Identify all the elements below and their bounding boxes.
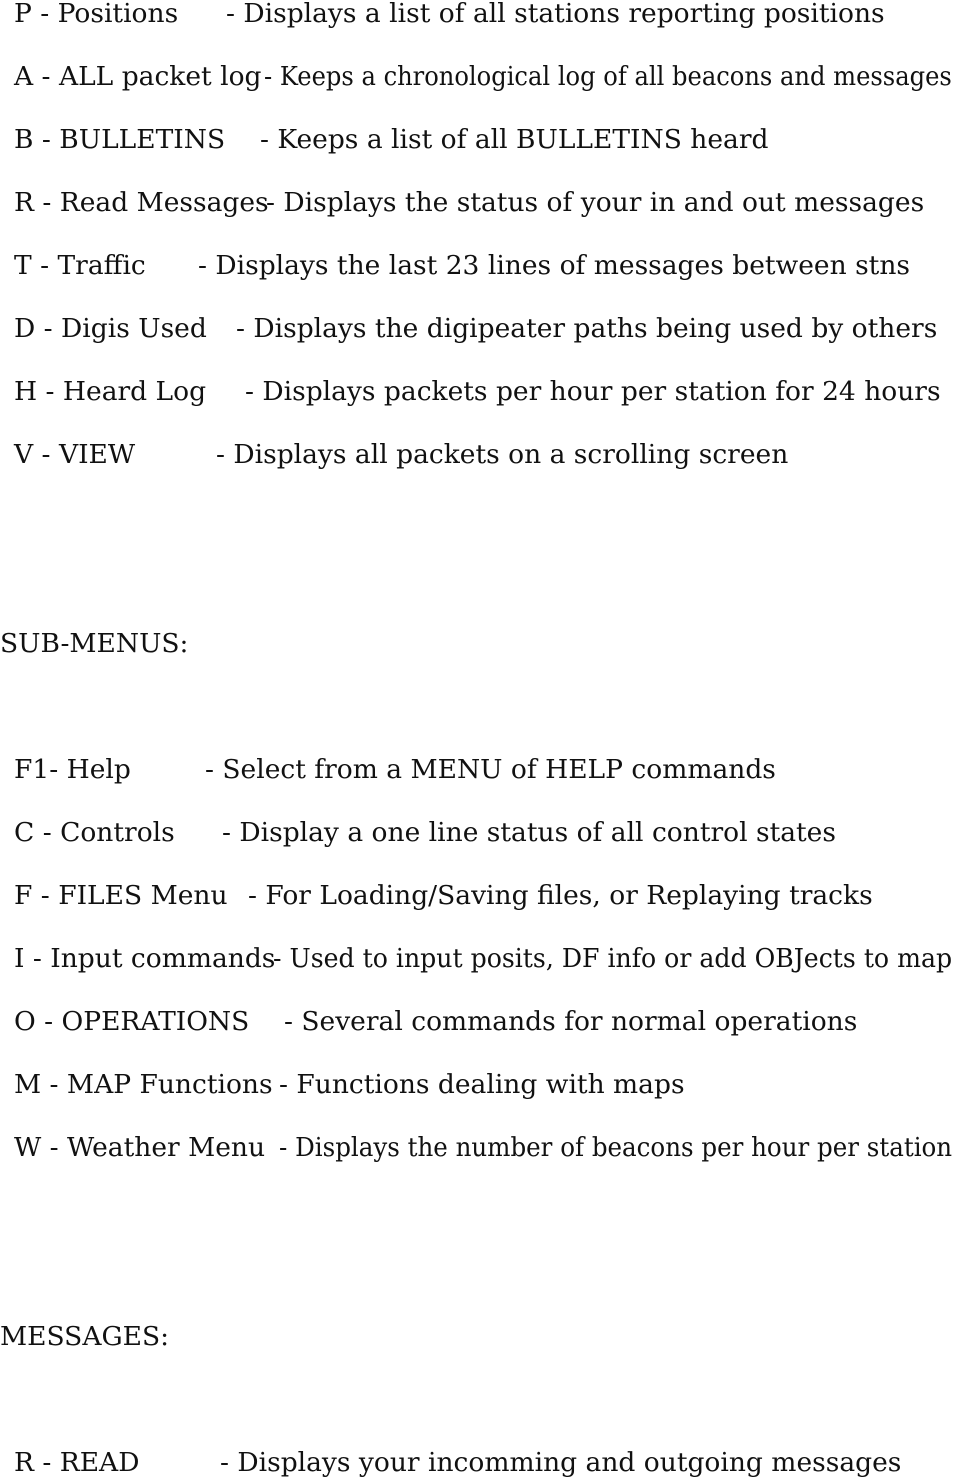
menu-key: V - VIEW [14, 439, 136, 470]
submenu-key: I - Input commands [14, 943, 276, 974]
menu-key: R - Read Messages [14, 187, 269, 218]
menu-desc: - Keeps a chronological log of all beacons and messages [264, 61, 952, 92]
submenu-key: F1- Help [14, 754, 131, 785]
menu-desc: - Displays the last 23 lines of messages between stns [198, 250, 910, 281]
submenu-key: C - Controls [14, 817, 175, 848]
submenu-key: F - FILES Menu [14, 880, 228, 911]
submenu-desc: - For Loading/Saving files, or Replaying tracks [248, 880, 873, 911]
submenu-key: W - Weather Menu [14, 1132, 266, 1163]
messages-heading: MESSAGES: [0, 1321, 170, 1352]
menu-desc: - Displays all packets on a scrolling screen [216, 439, 789, 470]
menu-desc: - Displays the digipeater paths being used by others [236, 313, 938, 344]
menu-desc: - Displays the status of your in and out messages [266, 187, 925, 218]
messages-key: R - READ [14, 1447, 140, 1478]
submenu-desc: - Several commands for normal operations [284, 1006, 858, 1037]
menu-key: B - BULLETINS [14, 124, 226, 155]
menu-key: D - Digis Used [14, 313, 207, 344]
menu-desc: - Displays a list of all stations reporting positions [226, 0, 885, 29]
submenu-desc: - Used to input posits, DF info or add OBJects to map [273, 943, 953, 974]
menu-key: T - Traffic [14, 250, 146, 281]
menu-key: H - Heard Log [14, 376, 207, 407]
submenu-desc: - Functions dealing with maps [279, 1069, 685, 1100]
submenus-heading: SUB-MENUS: [0, 628, 189, 659]
menu-desc: - Keeps a list of all BULLETINS heard [260, 124, 769, 155]
submenu-key: M - MAP Functions [14, 1069, 273, 1100]
menu-key: A - ALL packet log [14, 61, 262, 92]
menu-key: P - Positions [14, 0, 179, 29]
submenu-desc: - Displays the number of beacons per hour per station [279, 1132, 953, 1163]
submenu-key: O - OPERATIONS [14, 1006, 250, 1037]
messages-desc: - Displays your incomming and outgoing messages [220, 1447, 902, 1478]
menu-desc: - Displays packets per hour per station for 24 hours [245, 376, 941, 407]
submenu-desc: - Select from a MENU of HELP commands [205, 754, 776, 785]
submenu-desc: - Display a one line status of all control states [222, 817, 836, 848]
